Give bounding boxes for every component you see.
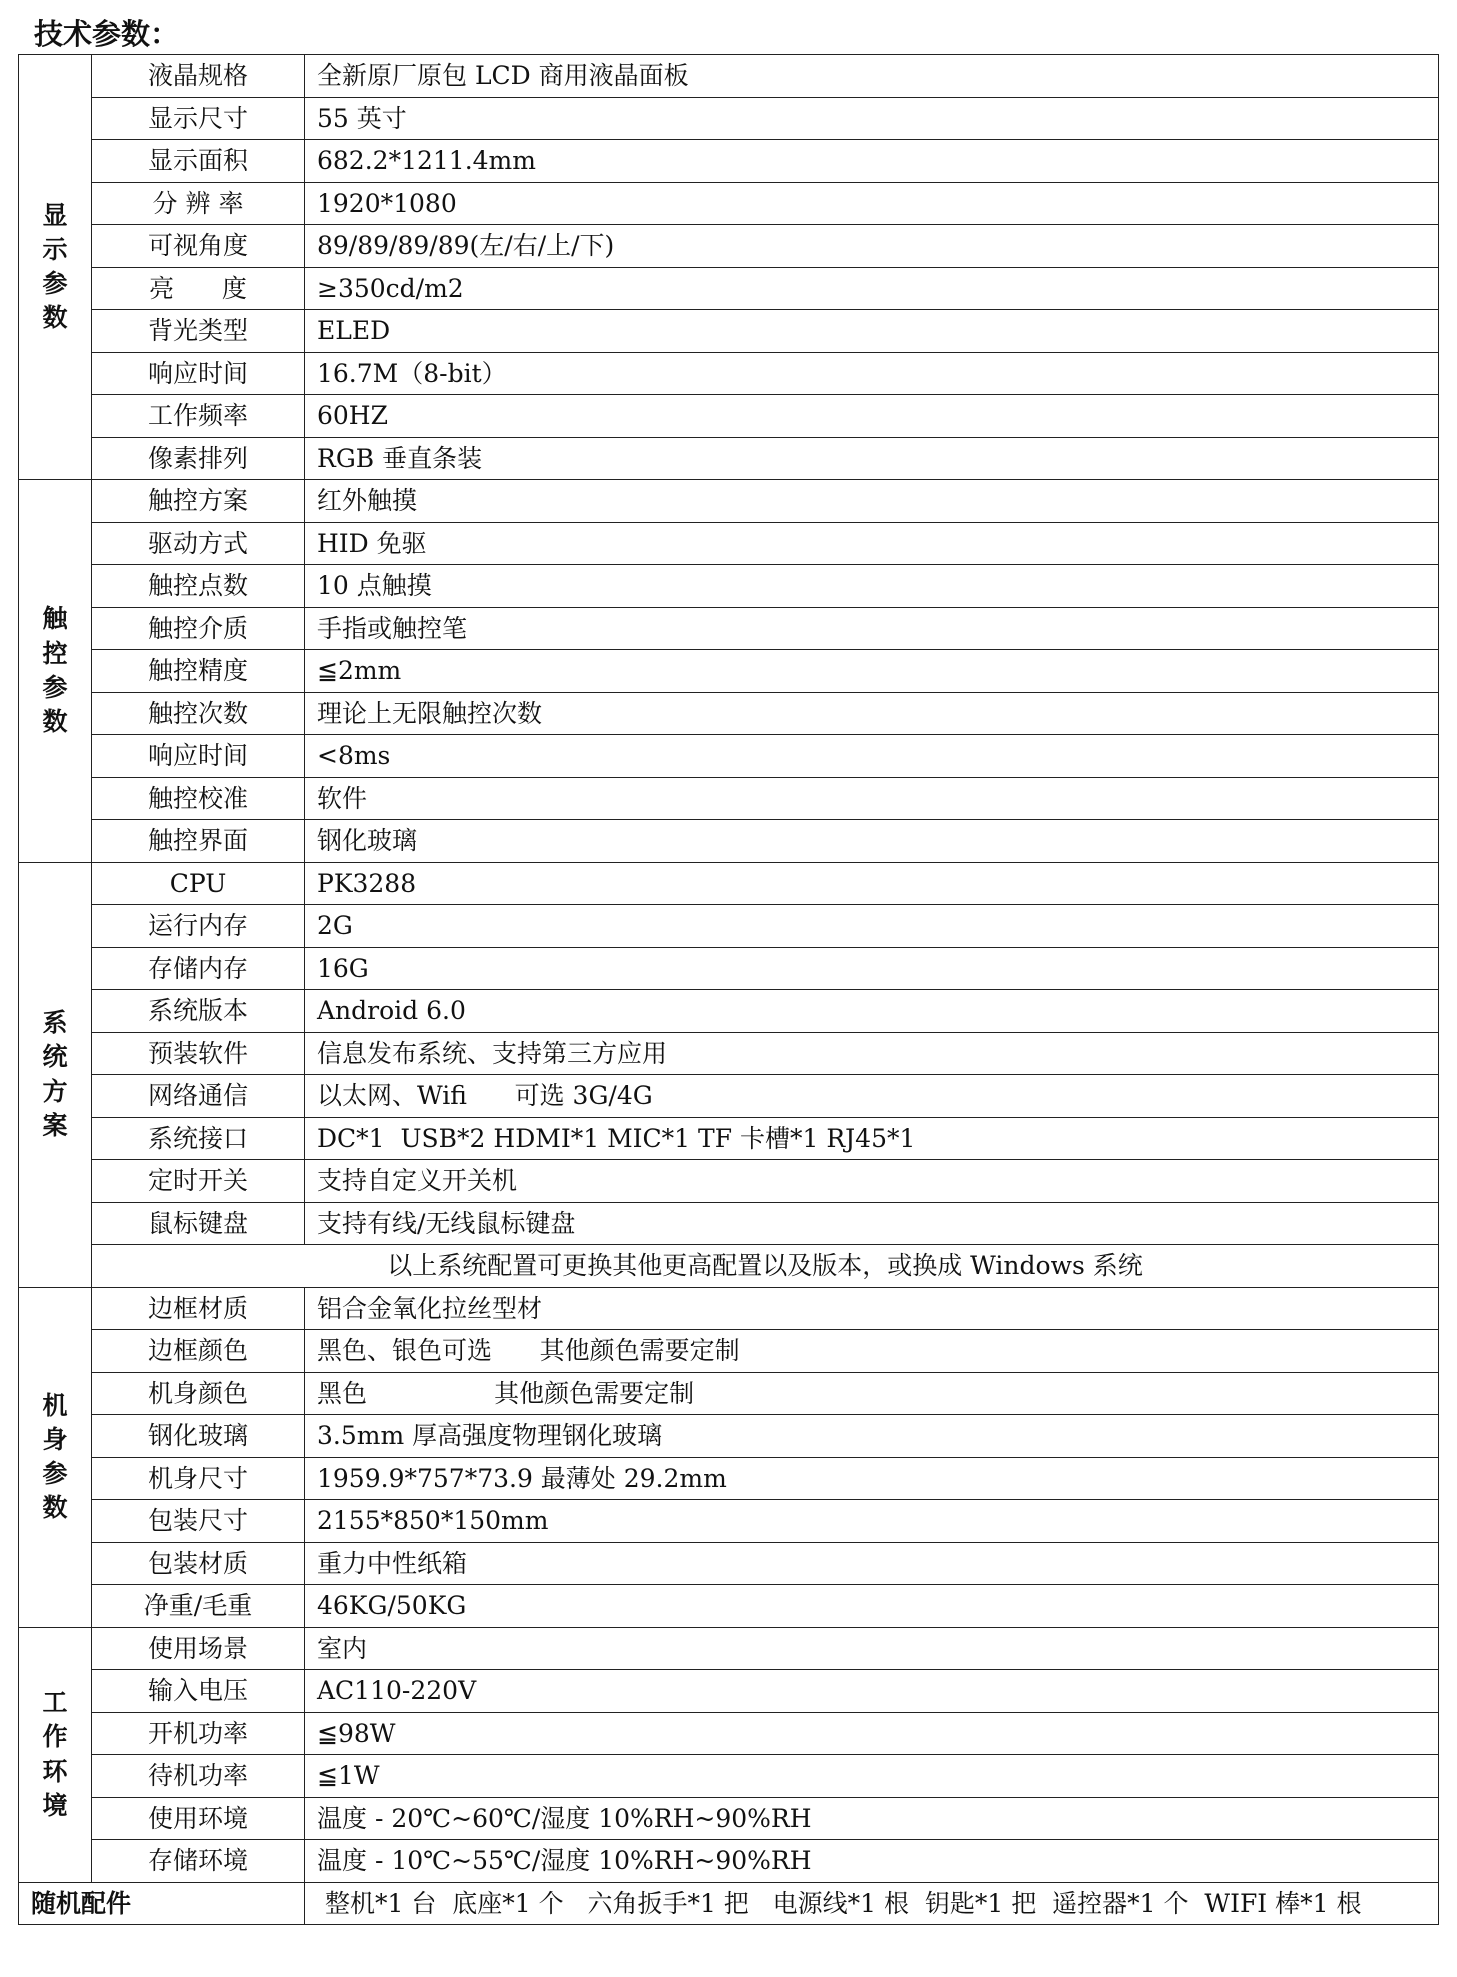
spec-label: 触控介质 <box>92 607 305 650</box>
spec-value: Android 6.0 <box>305 990 1439 1033</box>
spec-value: 全新原厂原包 LCD 商用液晶面板 <box>305 55 1439 98</box>
spec-row <box>19 735 1439 778</box>
spec-label: 像素排列 <box>92 437 305 480</box>
spec-label: 机身颜色 <box>92 1372 305 1415</box>
spec-label: 驱动方式 <box>92 522 305 565</box>
spec-value: 温度 - 10℃~55℃/湿度 10%RH~90%RH <box>305 1840 1439 1883</box>
spec-label: 开机功率 <box>92 1712 305 1755</box>
spec-label: 显示面积 <box>92 140 305 183</box>
spec-label: 可视角度 <box>92 225 305 268</box>
spec-row <box>19 1330 1439 1373</box>
spec-value: 3.5mm 厚高强度物理钢化玻璃 <box>305 1415 1439 1458</box>
spec-row <box>19 565 1439 608</box>
spec-value: 温度 - 20℃~60℃/湿度 10%RH~90%RH <box>305 1797 1439 1840</box>
spec-row <box>19 1500 1439 1543</box>
spec-label: 存储环境 <box>92 1840 305 1883</box>
spec-value: PK3288 <box>305 862 1439 905</box>
spec-label: 系统接口 <box>92 1117 305 1160</box>
group-title-text: 机身参数 <box>42 1390 68 1523</box>
spec-value: 黑色、银色可选 其他颜色需要定制 <box>305 1330 1439 1373</box>
spec-label: 预装软件 <box>92 1032 305 1075</box>
spec-row <box>19 1415 1439 1458</box>
spec-value: RGB 垂直条装 <box>305 437 1439 480</box>
spec-label: 触控精度 <box>92 650 305 693</box>
spec-row <box>19 820 1439 863</box>
spec-value: 2155*850*150mm <box>305 1500 1439 1543</box>
group-title <box>19 55 92 480</box>
spec-value: HID 免驱 <box>305 522 1439 565</box>
spec-row <box>19 1755 1439 1798</box>
spec-row <box>19 1372 1439 1415</box>
spec-row <box>19 267 1439 310</box>
spec-value: 室内 <box>305 1627 1439 1670</box>
spec-row <box>19 140 1439 183</box>
spec-row <box>19 352 1439 395</box>
spec-value: 软件 <box>305 777 1439 820</box>
spec-label: 响应时间 <box>92 735 305 778</box>
spec-value: 红外触摸 <box>305 480 1439 523</box>
accessories-label: 随机配件 <box>19 1882 305 1925</box>
spec-row <box>19 1627 1439 1670</box>
spec-label: 边框材质 <box>92 1287 305 1330</box>
spec-row <box>19 437 1439 480</box>
spec-row <box>19 395 1439 438</box>
spec-row <box>19 310 1439 353</box>
spec-value: 10 点触摸 <box>305 565 1439 608</box>
spec-label: 背光类型 <box>92 310 305 353</box>
spec-label: 触控校准 <box>92 777 305 820</box>
spec-label: 使用环境 <box>92 1797 305 1840</box>
spec-label: 网络通信 <box>92 1075 305 1118</box>
group-title <box>19 1627 92 1882</box>
spec-row <box>19 1712 1439 1755</box>
spec-label: 系统版本 <box>92 990 305 1033</box>
spec-label: 使用场景 <box>92 1627 305 1670</box>
spec-value: 铝合金氧化拉丝型材 <box>305 1287 1439 1330</box>
spec-row <box>19 607 1439 650</box>
spec-row <box>19 990 1439 1033</box>
accessories-row <box>19 1882 1439 1925</box>
spec-label: 分 辨 率 <box>92 182 305 225</box>
spec-row <box>19 905 1439 948</box>
spec-label: 液晶规格 <box>92 55 305 98</box>
spec-label: 触控点数 <box>92 565 305 608</box>
spec-value: 89/89/89/89(左/右/上/下) <box>305 225 1439 268</box>
spec-label: 边框颜色 <box>92 1330 305 1373</box>
spec-row <box>19 862 1439 905</box>
spec-label: 鼠标键盘 <box>92 1202 305 1245</box>
spec-row <box>19 1160 1439 1203</box>
spec-value: 信息发布系统、支持第三方应用 <box>305 1032 1439 1075</box>
spec-value: 支持自定义开关机 <box>305 1160 1439 1203</box>
spec-value: 1920*1080 <box>305 182 1439 225</box>
spec-note-row <box>19 1245 1439 1288</box>
spec-label: 触控界面 <box>92 820 305 863</box>
spec-row <box>19 1797 1439 1840</box>
spec-value: 16G <box>305 947 1439 990</box>
spec-note: 以上系统配置可更换其他更高配置以及版本，或换成 Windows 系统 <box>92 1245 1439 1288</box>
spec-row <box>19 1670 1439 1713</box>
spec-value: 60HZ <box>305 395 1439 438</box>
spec-label: 包装材质 <box>92 1542 305 1585</box>
spec-value: ≥350cd/m2 <box>305 267 1439 310</box>
spec-row <box>19 777 1439 820</box>
spec-label: 机身尺寸 <box>92 1457 305 1500</box>
spec-label: 包装尺寸 <box>92 1500 305 1543</box>
page-title: 技术参数： <box>34 17 180 51</box>
spec-value: 钢化玻璃 <box>305 820 1439 863</box>
spec-label: 钢化玻璃 <box>92 1415 305 1458</box>
spec-row <box>19 1202 1439 1245</box>
group-title-text: 工作环境 <box>42 1688 68 1820</box>
spec-label: 待机功率 <box>92 1755 305 1798</box>
spec-row <box>19 97 1439 140</box>
group-title-text: 系统方案 <box>42 1008 68 1140</box>
spec-label: 触控次数 <box>92 692 305 735</box>
spec-value: 16.7M（8-bit） <box>305 352 1439 395</box>
spec-value: ELED <box>305 310 1439 353</box>
spec-value: ≦2mm <box>305 650 1439 693</box>
spec-row <box>19 1840 1439 1883</box>
spec-row <box>19 522 1439 565</box>
spec-row <box>19 947 1439 990</box>
spec-value: ≦98W <box>305 1712 1439 1755</box>
spec-label: 响应时间 <box>92 352 305 395</box>
spec-label: 显示尺寸 <box>92 97 305 140</box>
spec-value: AC110-220V <box>305 1670 1439 1713</box>
spec-row <box>19 225 1439 268</box>
spec-table <box>18 54 1439 1925</box>
spec-row <box>19 55 1439 98</box>
spec-row <box>19 650 1439 693</box>
spec-label: CPU <box>92 862 305 905</box>
spec-value: 手指或触控笔 <box>305 607 1439 650</box>
group-title-text: 触控参数 <box>42 604 68 736</box>
spec-row <box>19 1542 1439 1585</box>
spec-label: 存储内存 <box>92 947 305 990</box>
spec-row <box>19 692 1439 735</box>
spec-value: 2G <box>305 905 1439 948</box>
spec-label: 定时开关 <box>92 1160 305 1203</box>
spec-value: 以太网、Wifi 可选 3G/4G <box>305 1075 1439 1118</box>
spec-row <box>19 1032 1439 1075</box>
spec-value: 黑色 其他颜色需要定制 <box>305 1372 1439 1415</box>
spec-value: 理论上无限触控次数 <box>305 692 1439 735</box>
group-title <box>19 1287 92 1627</box>
spec-row <box>19 480 1439 523</box>
spec-label: 工作频率 <box>92 395 305 438</box>
group-title <box>19 862 92 1287</box>
group-title-text: 显示参数 <box>42 200 68 333</box>
spec-value: 682.2*1211.4mm <box>305 140 1439 183</box>
spec-row <box>19 1287 1439 1330</box>
spec-value: 1959.9*757*73.9 最薄处 29.2mm <box>305 1457 1439 1500</box>
accessories-value: 整机*1 台 底座*1 个 六角扳手*1 把 电源线*1 根 钥匙*1 把 遥控器*1 个 WIFI 棒*1 根 <box>305 1882 1439 1925</box>
spec-value: 46KG/50KG <box>305 1585 1439 1628</box>
spec-label: 净重/毛重 <box>92 1585 305 1628</box>
spec-row <box>19 182 1439 225</box>
spec-label: 运行内存 <box>92 905 305 948</box>
spec-row <box>19 1117 1439 1160</box>
spec-label: 触控方案 <box>92 480 305 523</box>
spec-value: <8ms <box>305 735 1439 778</box>
spec-value: 支持有线/无线鼠标键盘 <box>305 1202 1439 1245</box>
spec-label: 输入电压 <box>92 1670 305 1713</box>
group-title <box>19 480 92 863</box>
spec-value: DC*1 USB*2 HDMI*1 MIC*1 TF 卡槽*1 RJ45*1 <box>305 1117 1439 1160</box>
spec-value: ≦1W <box>305 1755 1439 1798</box>
spec-value: 重力中性纸箱 <box>305 1542 1439 1585</box>
spec-label: 亮 度 <box>92 267 305 310</box>
spec-row <box>19 1585 1439 1628</box>
spec-row <box>19 1075 1439 1118</box>
spec-row <box>19 1457 1439 1500</box>
spec-value: 55 英寸 <box>305 97 1439 140</box>
